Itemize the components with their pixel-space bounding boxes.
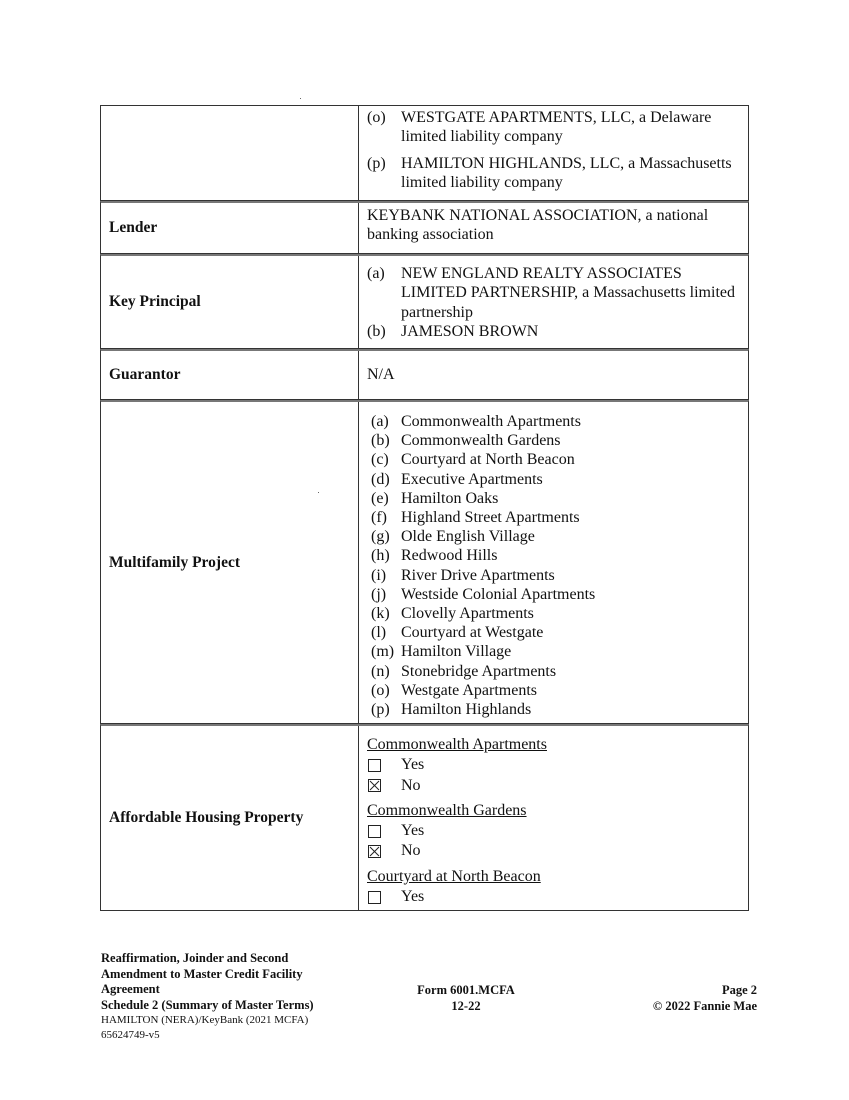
lender-row (100, 201, 749, 254)
multifamily-project-label: Multifamily Project (101, 402, 359, 723)
scan-speck (300, 98, 301, 99)
key-principal-item (367, 322, 738, 341)
scan-speck (318, 492, 319, 493)
borrower-item (367, 154, 738, 193)
multifamily-project-item (371, 431, 738, 450)
item-letter: (o) (371, 681, 390, 699)
item-letter: (d) (371, 470, 390, 488)
footer-form-number: Form 6001.MCFA (417, 983, 515, 997)
footer-matter-line: HAMILTON (NERA)/KeyBank (2021 MCFA) (101, 1014, 309, 1026)
item-text: Hamilton Highlands (401, 701, 532, 719)
item-letter: (k) (371, 605, 390, 623)
option-label: Yes (401, 756, 425, 774)
multifamily-project-item (371, 412, 738, 431)
property-name: Commonwealth Gardens (367, 801, 527, 819)
item-text: WESTGATE APARTMENTS, LLC, a Delaware limited liability company (401, 109, 712, 146)
item-text: Highland Street Apartments (401, 509, 580, 527)
footer-form-date: 12-22 (451, 998, 481, 1013)
footer-title-line: Schedule 2 (Summary of Master Terms) (101, 997, 314, 1012)
multifamily-project-item (371, 700, 738, 719)
footer-doc-id: 65624749-v5 (101, 1029, 160, 1041)
key-principal-value (359, 256, 748, 348)
guarantor-value: N/A (367, 366, 395, 384)
item-letter: (b) (371, 432, 390, 450)
item-letter: (g) (371, 528, 390, 546)
item-text: NEW ENGLAND REALTY ASSOCIATES LIMITED PARTNERSHIP, a Massachusetts limited partnership (401, 265, 735, 321)
item-letter: (i) (371, 566, 387, 584)
affordable-property-block (367, 735, 738, 796)
affordable-housing-row (100, 724, 749, 911)
master-terms-table (100, 105, 749, 911)
item-letter: (e) (371, 489, 389, 507)
borrower-continued-row (100, 106, 749, 201)
property-name: Courtyard at North Beacon (367, 867, 541, 885)
item-letter: (b) (367, 322, 386, 340)
item-text: River Drive Apartments (401, 566, 555, 584)
lender-label: Lender (101, 203, 359, 253)
multifamily-project-item (371, 527, 738, 546)
guarantor-row (100, 349, 749, 400)
multifamily-project-item (371, 623, 738, 642)
item-letter: (a) (371, 413, 389, 430)
item-text: Courtyard at Westgate (401, 624, 544, 642)
item-text: Commonwealth Gardens (401, 432, 561, 450)
multifamily-project-item (371, 642, 738, 661)
item-letter: (j) (371, 585, 387, 603)
affordable-property-block (367, 867, 738, 908)
multifamily-project-item (371, 508, 738, 527)
empty-box-icon[interactable] (368, 759, 381, 772)
multifamily-project-list (359, 402, 748, 723)
footer-title-line: Reaffirmation, Joinder and Second (101, 951, 289, 965)
multifamily-project-item (371, 489, 738, 508)
item-text: Redwood Hills (401, 547, 498, 565)
borrower-label-cell (101, 106, 359, 200)
affordable-housing-label: Affordable Housing Property (101, 726, 359, 910)
item-letter: (a) (367, 265, 385, 282)
item-text: Commonwealth Apartments (401, 413, 581, 430)
item-text: Hamilton Village (401, 643, 512, 661)
footer-title-line: Amendment to Master Credit Facility (101, 966, 303, 981)
multifamily-project-item (371, 566, 738, 585)
multifamily-project-item (371, 681, 738, 700)
footer-title-line: Agreement (101, 982, 160, 996)
option-label: Yes (401, 822, 425, 840)
empty-box-icon[interactable] (368, 891, 381, 904)
item-letter: (p) (371, 701, 390, 719)
item-letter: (n) (371, 662, 390, 680)
item-letter: (l) (371, 624, 387, 642)
empty-box-icon[interactable] (368, 825, 381, 838)
item-letter: (m) (371, 643, 395, 661)
affordable-property-block (367, 801, 738, 862)
checked-box-icon[interactable] (368, 845, 381, 858)
footer-document-title (101, 951, 361, 1043)
footer-page-number: Page 2 (721, 983, 757, 997)
footer-page-info (597, 983, 757, 1014)
multifamily-project-item (371, 604, 738, 623)
property-name: Commonwealth Apartments (367, 736, 547, 753)
checkbox-option (367, 841, 738, 861)
multifamily-project-item (371, 546, 738, 565)
multifamily-project-row (100, 400, 749, 724)
multifamily-project-item (371, 585, 738, 604)
multifamily-project-item (371, 662, 738, 681)
key-principal-row (100, 254, 749, 349)
checkbox-option (367, 821, 738, 841)
item-text: Westgate Apartments (401, 681, 538, 699)
item-text: Olde English Village (401, 528, 535, 546)
checked-box-icon[interactable] (368, 779, 381, 792)
item-letter: (h) (371, 547, 390, 565)
multifamily-project-item (371, 470, 738, 489)
checkbox-option (367, 776, 738, 796)
item-text: Hamilton Oaks (401, 489, 499, 507)
footer-form (406, 983, 526, 1014)
item-text: JAMESON BROWN (401, 322, 539, 340)
option-label: Yes (401, 888, 425, 906)
multifamily-project-item (371, 450, 738, 469)
item-letter: (o) (367, 109, 386, 126)
option-label: No (401, 842, 421, 860)
checkbox-option (367, 887, 738, 907)
affordable-housing-list (359, 726, 748, 910)
item-text: HAMILTON HIGHLANDS, LLC, a Massachusetts limited liability company (401, 154, 732, 191)
item-text: Courtyard at North Beacon (401, 451, 575, 469)
footer-copyright: © 2022 Fannie Mae (652, 998, 757, 1013)
item-letter: (f) (371, 509, 387, 527)
option-label: No (401, 776, 421, 794)
item-text: Clovelly Apartments (401, 605, 534, 623)
item-text: Executive Apartments (401, 470, 543, 488)
key-principal-item (367, 264, 738, 322)
guarantor-label: Guarantor (101, 351, 359, 399)
item-text: Stonebridge Apartments (401, 662, 557, 680)
borrower-value-cell (359, 106, 748, 200)
item-letter: (c) (371, 451, 389, 469)
borrower-item (367, 108, 738, 147)
checkbox-option (367, 755, 738, 775)
item-letter: (p) (367, 154, 386, 172)
key-principal-label: Key Principal (101, 256, 359, 348)
lender-value: KEYBANK NATIONAL ASSOCIATION, a national banking association (367, 207, 709, 244)
item-text: Westside Colonial Apartments (401, 585, 596, 603)
